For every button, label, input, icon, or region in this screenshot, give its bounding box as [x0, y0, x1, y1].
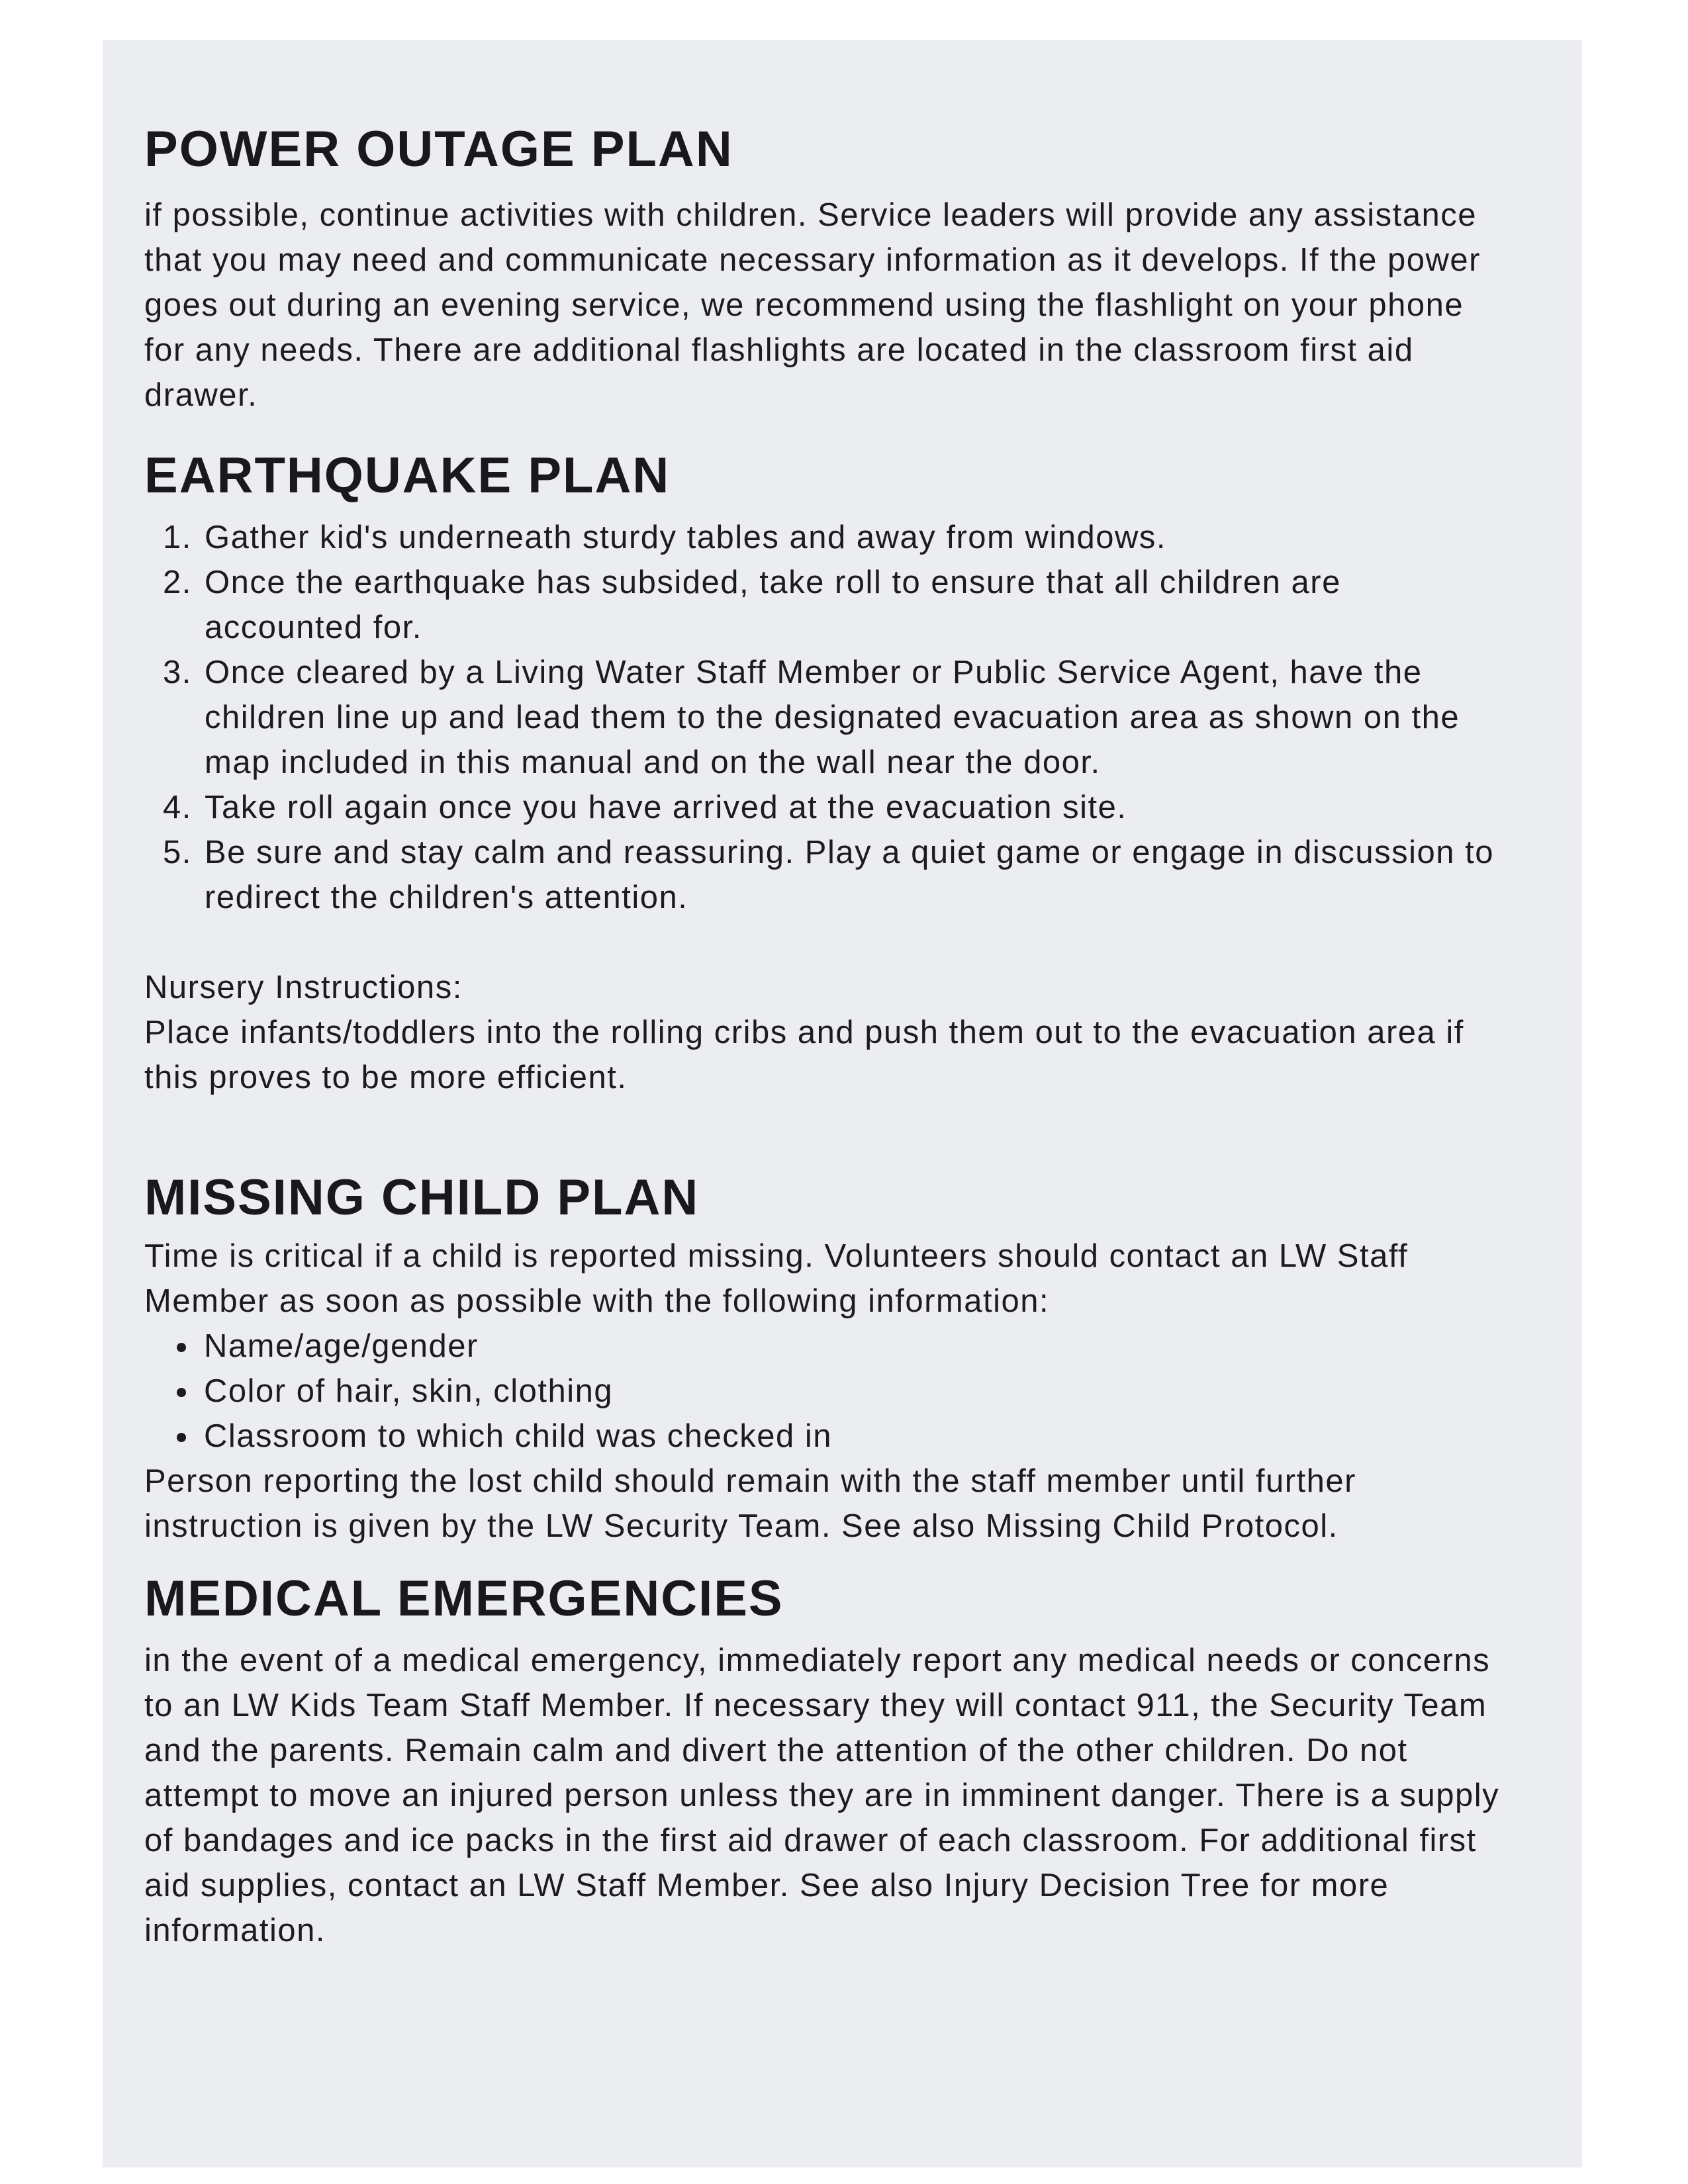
missing-child-outro: Person reporting the lost child should remain with the staff member until further instruction is given by the LW Security Team. See also Missing Child Protocol.: [144, 1463, 1356, 1544]
earthquake-step: 4. Take roll again once you have arrived at the evacuation site.: [202, 785, 1501, 830]
power-outage-heading: POWER OUTAGE PLAN: [144, 121, 733, 177]
earthquake-heading: EARTHQUAKE PLAN: [144, 447, 671, 504]
earthquake-step: 3. Once cleared by a Living Water Staff Member or Public Service Agent, have the children line up and lead them to the designated evacuation area as shown on the map included in this manual and on the wall near the door.: [202, 650, 1501, 785]
document-content: [144, 119, 1501, 1953]
power-outage-body: if possible, continue activities with children. Service leaders will provide any assistance that you may need and communicate necessary information as it develops. If the power goes out during an evening service, we recommend using the flashlight on your phone for any needs. There are additional flashlights are located in the classroom first aid drawer.: [144, 197, 1481, 414]
earthquake-steps-list: [144, 515, 1501, 920]
nursery-body: Place infants/toddlers into the rolling cribs and push them out to the evacuation area if this proves to be more efficient.: [144, 1015, 1464, 1096]
nursery-label: Nursery Instructions:: [144, 970, 463, 1006]
earthquake-step: 2. Once the earthquake has subsided, take roll to ensure that all children are accounted for.: [202, 560, 1501, 650]
nursery-instructions: [144, 965, 1501, 1100]
medical-emergencies-body: in the event of a medical emergency, immediately report any medical needs or concerns to an LW Kids Team Staff Member. If necessary they will contact 911, the Security Team and the parents. Remain calm and divert the attention of the other children. Do not attempt to move an injured person unless they are in imminent danger. There is a supply of bandages and ice packs in the first aid drawer of each classroom. For additional first aid supplies, contact an LW Staff Member. See also Injury Decision Tree for more information.: [144, 1642, 1500, 1948]
missing-child-section: [144, 1167, 1501, 1548]
missing-child-info-item: • Name/age/gender: [200, 1324, 1501, 1369]
earthquake-step: 5. Be sure and stay calm and reassuring. Play a quiet game or engage in discussion to redirect the children's attention.: [202, 830, 1501, 920]
missing-child-intro: Time is critical if a child is reported missing. Volunteers should contact an LW Staff Member as soon as possible with the following information:: [144, 1238, 1409, 1319]
missing-child-info-item: • Classroom to which child was checked in: [200, 1414, 1501, 1459]
missing-child-heading: MISSING CHILD PLAN: [144, 1169, 700, 1226]
earthquake-section: [144, 445, 1501, 1100]
medical-emergencies-heading: MEDICAL EMERGENCIES: [144, 1570, 784, 1627]
medical-emergencies-section: [144, 1569, 1501, 1953]
earthquake-step: 1. Gather kid's underneath sturdy tables and away from windows.: [202, 515, 1501, 560]
missing-child-info-item: • Color of hair, skin, clothing: [200, 1369, 1501, 1414]
power-outage-section: [144, 119, 1501, 418]
missing-child-info-list: [144, 1324, 1501, 1459]
